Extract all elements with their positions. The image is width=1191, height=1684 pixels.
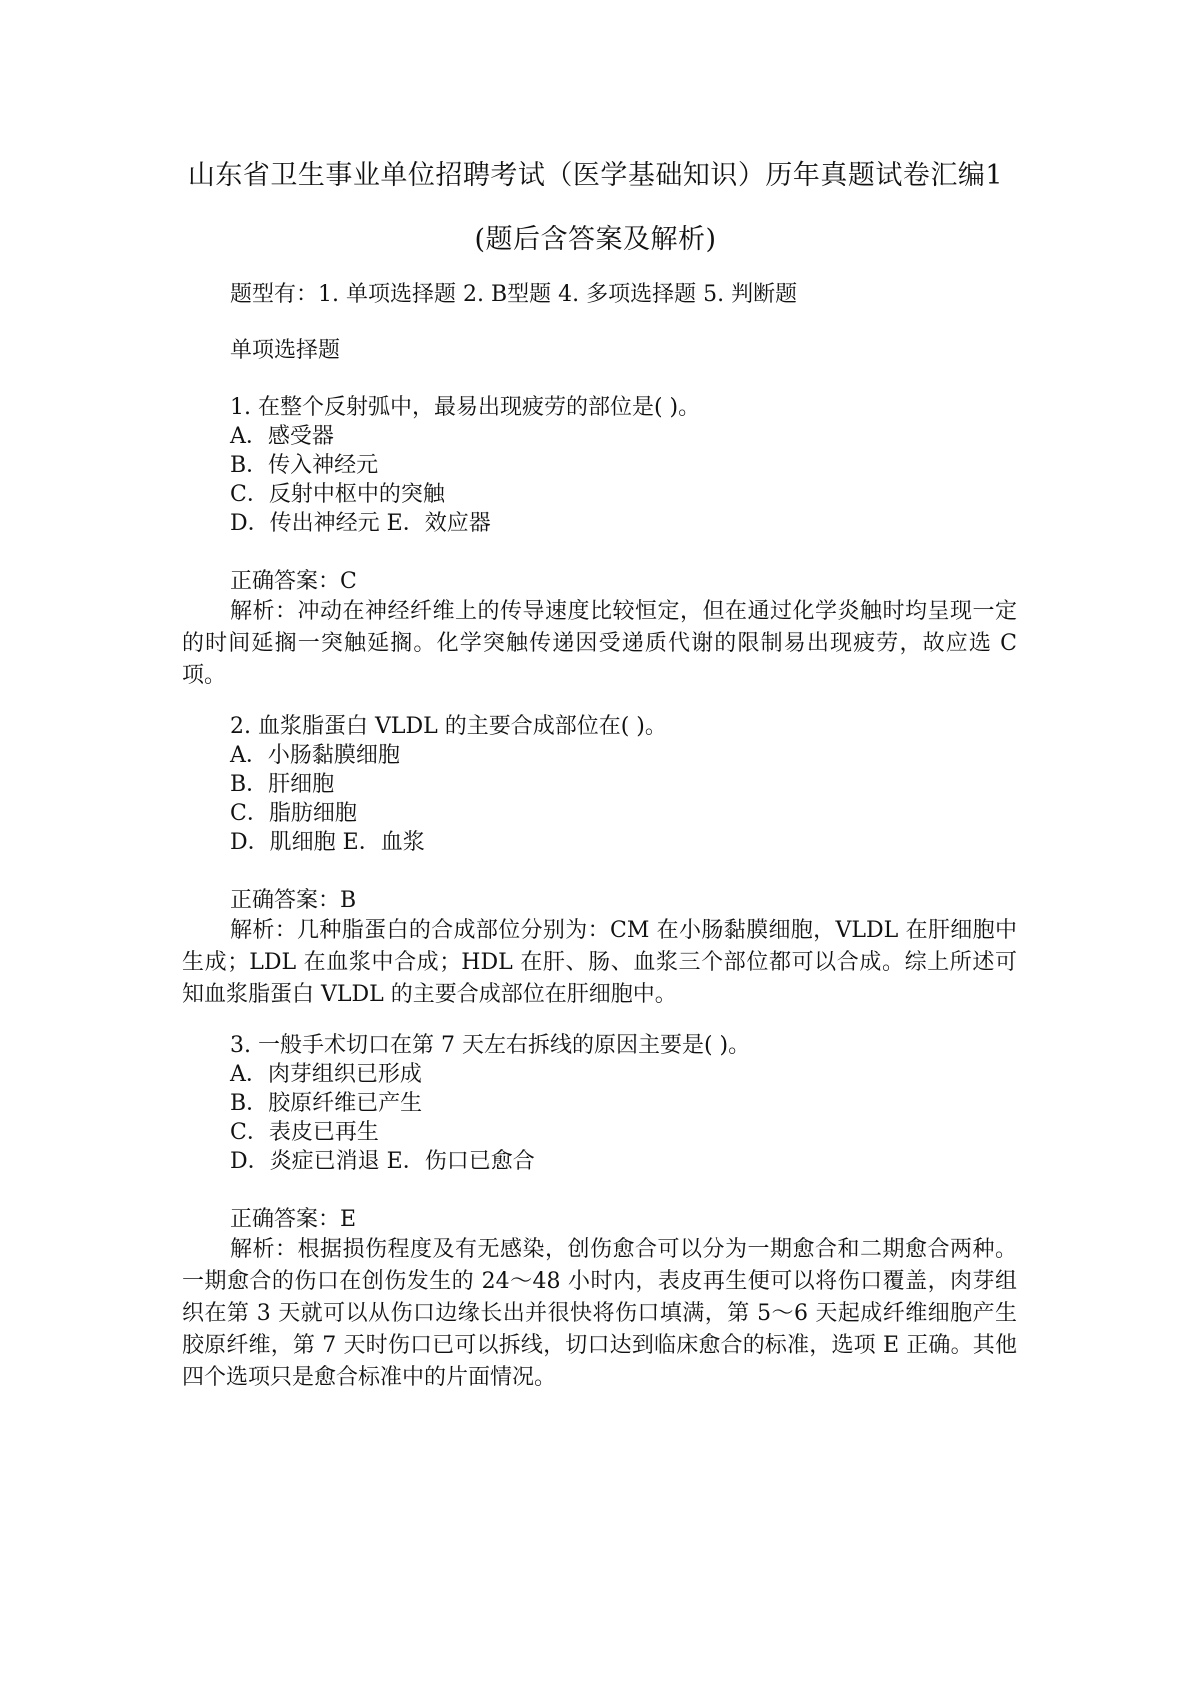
question-3-analysis: 解析：根据损伤程度及有无感染，创伤愈合可以分为一期愈合和二期愈合两种。一期愈合的伤口在创伤发生的 24～48 小时内，表皮再生便可以将伤口覆盖，肉芽组织在第 3 天就可以从伤口边缘长出并很快将伤口填满，第 5～6 天起成纤维细胞产生胶原纤维，第 7 天时伤口已可以拆线，切口达到临床愈合的标准，选项 E 正确。其他四个选项只是愈合标准中的片面情况。 — [182, 1237, 1017, 1390]
question-2-option-d-e: D．肌细胞 E．血浆 — [230, 830, 425, 855]
question-1-stem: 1. 在整个反射弧中，最易出现疲劳的部位是( )。 — [230, 395, 701, 420]
question-3-option-c: C．表皮已再生 — [230, 1120, 379, 1145]
question-1-option-a: A．感受器 — [230, 424, 334, 449]
question-1-option-c: C．反射中枢中的突触 — [230, 482, 445, 507]
question-3-option-d-e: D．炎症已消退 E．伤口已愈合 — [230, 1149, 535, 1174]
question-types-line: 题型有：1. 单项选择题 2. B型题 4. 多项选择题 5. 判断题 — [230, 282, 798, 307]
question-1-option-d-e: D．传出神经元 E．效应器 — [230, 511, 491, 536]
question-3-answer: 正确答案：E — [230, 1207, 357, 1232]
question-2-stem: 2. 血浆脂蛋白 VLDL 的主要合成部位在( )。 — [230, 714, 667, 739]
question-2-answer: 正确答案：B — [230, 888, 357, 913]
question-3-option-b: B．胶原纤维已产生 — [230, 1091, 423, 1116]
question-1-option-b: B．传入神经元 — [230, 453, 379, 478]
question-1-analysis: 解析：冲动在神经纤维上的传导速度比较恒定，但在通过化学炎触时均呈现一定的时间延搁一突触延搁。化学突触传递因受递质代谢的限制易出现疲劳，故应选 C 项。 — [182, 599, 1017, 688]
question-2-option-a: A．小肠黏膜细胞 — [230, 743, 400, 768]
question-3-stem: 3. 一般手术切口在第 7 天左右拆线的原因主要是( )。 — [230, 1033, 751, 1058]
question-2-analysis: 解析：几种脂蛋白的合成部位分别为：CM 在小肠黏膜细胞，VLDL 在肝细胞中生成；LDL 在血浆中合成；HDL 在肝、肠、血浆三个部位都可以合成。综上所述可知血浆脂蛋白 VLDL 的主要合成部位在肝细胞中。 — [182, 918, 1017, 1007]
section-heading: 单项选择题 — [230, 338, 341, 363]
question-2-option-b: B．肝细胞 — [230, 772, 335, 797]
question-2-option-c: C．脂肪细胞 — [230, 801, 357, 826]
question-1-answer: 正确答案：C — [230, 569, 357, 594]
question-3-option-a: A．肉芽组织已形成 — [230, 1062, 422, 1087]
document-title-line1: 山东省卫生事业单位招聘考试（医学基础知识）历年真题试卷汇编1 — [187, 160, 1004, 191]
document-title-line2: (题后含答案及解析) — [474, 224, 717, 255]
